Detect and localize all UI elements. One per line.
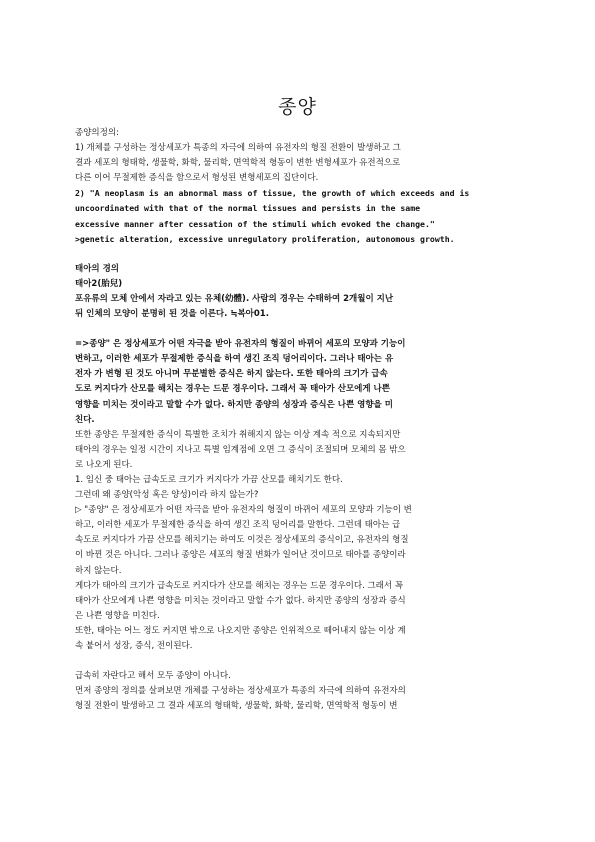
fetus-subheading: 태아2(胎兒) [75,278,123,289]
text-line: uncoordinated with that of the normal tissues and persists in the same [75,203,421,214]
text-line: 포유류의 모체 안에서 자라고 있는 유체(幼體). 사람의 경우는 수태하여 2개월이 지난 [75,293,394,304]
definition-heading: 종양의정의: [75,128,119,138]
text-line: 뒤 인체의 모양이 분명히 된 것을 이른다. ≒복아01. [75,309,269,320]
text-line: excessive manner after cessation of the stimuli which evoked the change." [75,218,435,229]
text-line: 이 바뀐 것은 아니다. 그러나 종양은 세포의 형질 변화가 일어난 것이므로 태아를 종양이라 [75,550,406,561]
text-line: 또한 종양은 무절제한 증식이 특별한 조치가 취해지지 않는 이상 계속 적으로 지속되지만 [75,429,401,440]
text-line: 전자 가 변형 된 것도 아니며 무분별한 증식은 하지 않는다. 또한 태아의 크기가 급속 [75,369,388,380]
text-line: 게다가 태아의 크기가 급속도로 커지다가 산모를 해치는 경우는 드문 경우이다. 그래서 꼭 [75,580,404,591]
page-title: 종양 [278,96,317,118]
text-line: 영향을 미치는 것이라고 말할 수가 없다. 하지만 종양의 성장과 증식은 나쁜 영향을 미 [75,399,393,410]
text-line: 은 나쁜 영향을 미친다. [75,610,160,621]
text-line: 결과 세포의 형태학, 생물학, 화학, 물리학, 면역학적 형동이 변한 변형세포가 유전적으로 [75,158,401,169]
document-body [75,126,520,714]
text-line: 하지 않는다. [75,565,122,576]
definition-1-paragraph [75,141,520,186]
growth-paragraph [75,428,520,473]
comparison-paragraph [75,337,520,428]
text-line: 1) 개체를 구성하는 정상세포가 특종의 자극에 의하여 유전자의 형질 전환이 발생하고 그 [75,143,401,154]
closing-heading: 급속히 자란다고 해서 모두 종양이 아니다. [75,671,231,682]
text-line: 태아가 산모에게 나쁜 영향을 미치는 것이라고 말할 수가 없다. 하지만 종양의 성장과 증식 [75,595,406,606]
text-line: 로 나오게 된다. [75,459,133,470]
text-line: 2) "A neoplasm is an abnormal mass of tissue, the growth of which exceeds and is [75,188,470,199]
text-line: 속도로 커지다가 가끔 산모를 해치기는 하여도 이것은 정상세포의 증식이고, 유전자의 형질 [75,535,409,546]
text-line: 친다. [75,414,95,425]
text-line: 먼저 종양의 정의를 살펴보면 개체를 구성하는 정상세포가 특종의 자극에 의하여 유전자의 [75,686,406,697]
text-line: 형질 전환이 발생하고 그 결과 세포의 형태학, 생물학, 화학, 물리학, 면역학적 형동이 변 [75,701,398,712]
text-line: 다른 이어 무절제한 증식을 함으로서 형성된 변형세포의 집단이다. [75,173,319,184]
text-line: ▷ "종양" 은 정상세포가 어떤 자극을 받아 유전자의 형질이 바뀌어 세포의 모양과 기능이 변 [75,505,412,516]
text-line: 속 붙어서 성장, 증식, 전이된다. [75,641,193,651]
text-line: >genetic alteration, excessive unregulatory proliferation, autonomous growth. [75,233,455,244]
question-paragraph [75,473,520,503]
text-line: 그런데 왜 종양(악성 혹은 양성)이라 하지 않는가? [75,490,259,501]
text-line: 변하고, 이러한 세포가 무절제한 증식을 하여 생긴 조직 덩어리이다. 그러나 태아는 유 [75,354,394,365]
answer-paragraph [75,503,520,654]
definition-2-paragraph [75,186,520,246]
text-line: 하고, 이러한 세포가 무절제한 증식을 하여 생긴 조직 덩어리를 말한다. 그런데 태아는 급 [75,520,401,531]
fetus-heading: 태아의 경의 [75,263,120,274]
fetus-definition-paragraph [75,292,520,322]
text-line: =>종양" 은 정상세포가 어떤 자극을 받아 유전자의 형질이 바뀌어 세포의 모양과 기능이 [75,339,406,350]
closing-paragraph [75,684,520,714]
text-line: 1. 임신 중 태아는 급속도로 크기가 커지다가 가끔 산모를 해치기도 한다. [75,474,343,485]
text-line: 도로 커지다가 산모를 해치는 경우는 드문 경우이다. 그래서 꼭 태아가 산모에게 나쁜 [75,384,390,395]
text-line: 또한, 태아는 어느 정도 커지면 밖으로 나오지만 종양은 인위적으로 떼어내지 않는 이상 계 [75,625,406,636]
text-line: 태아의 경우는 일정 시간이 지나고 특별 임계점에 오면 그 증식이 조절되며 모체의 몸 밖으 [75,444,406,455]
